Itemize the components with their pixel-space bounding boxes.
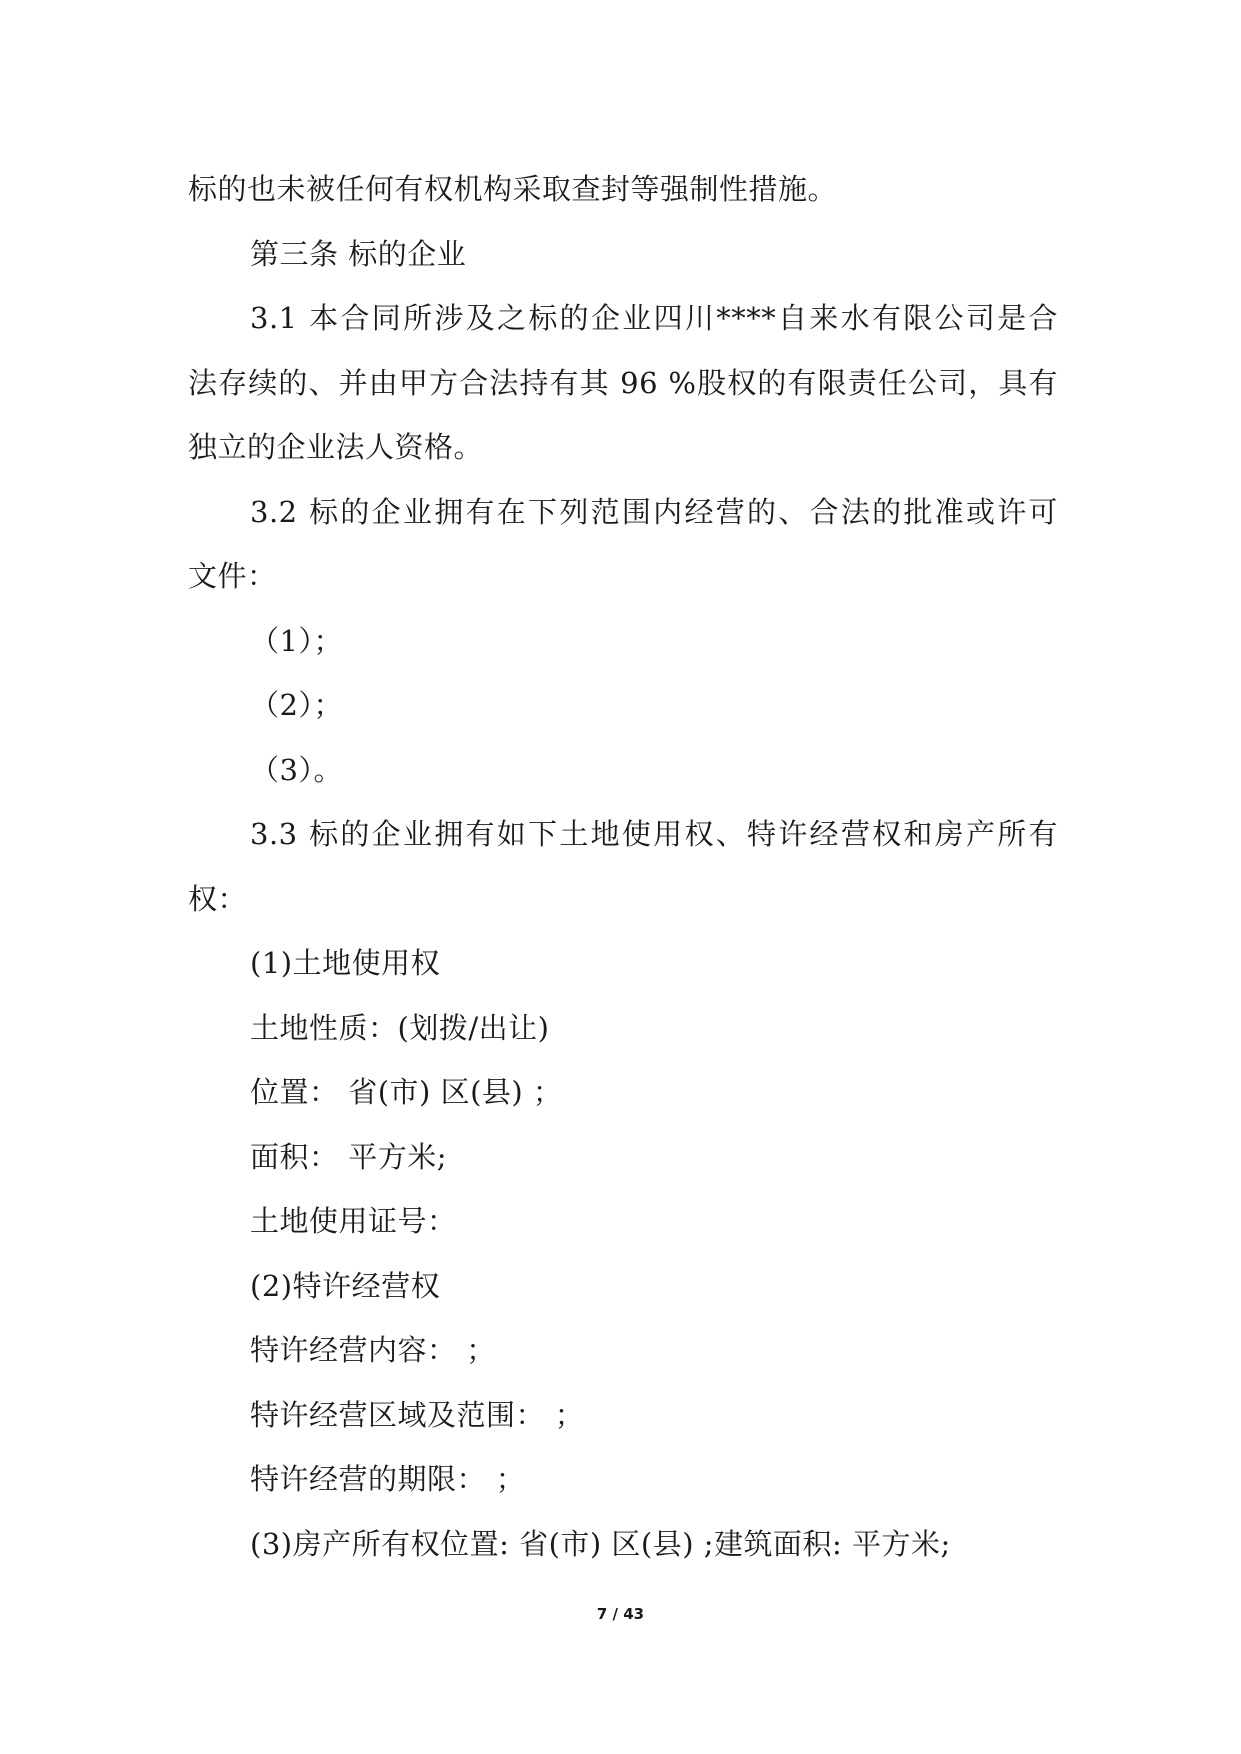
text-line: 3.1 本合同所涉及之标的企业四川****自来水有限公司是合 — [250, 301, 1058, 335]
list-item: （2）； — [250, 688, 343, 722]
field-line: 特许经营的期限： ； — [250, 1462, 526, 1496]
list-item: （1）； — [250, 623, 343, 658]
subsection-heading: (1)土地使用权 — [250, 946, 441, 980]
text-line: 标的也未被任何有权机构采取查封等强制性措施。 — [188, 172, 838, 206]
field-line: 位置： 省(市) 区(县) ； — [250, 1075, 563, 1109]
field-line: 面积： 平方米; — [250, 1139, 447, 1174]
field-line: (3)房产所有权位置: 省(市) 区(县) ;建筑面积: 平方米; — [250, 1526, 951, 1561]
field-line: 特许经营区域及范围： ； — [250, 1397, 585, 1432]
body-text — [188, 157, 1058, 1576]
field-line: 特许经营内容： ； — [250, 1333, 496, 1367]
text-line: 法存续的、并由甲方合法持有其 96 %股权的有限责任公司，具有 — [188, 365, 1058, 400]
page-number: 7 / 43 — [596, 1605, 645, 1623]
field-line: 土地性质：(划拨/出让) — [250, 1010, 550, 1045]
text-line: 文件： — [188, 559, 277, 593]
text-line: 3.3 标的企业拥有如下土地使用权、特许经营权和房产所有 — [250, 817, 1058, 851]
text-line: 权： — [188, 881, 248, 916]
field-line: 土地使用证号： — [250, 1204, 457, 1238]
list-item: （3）。 — [250, 752, 343, 787]
section-heading: 第三条 标的企业 — [250, 236, 467, 271]
text-line: 3.2 标的企业拥有在下列范围内经营的、合法的批准或许可 — [250, 494, 1058, 529]
subsection-heading: (2)特许经营权 — [250, 1268, 441, 1303]
text-line: 独立的企业法人资格。 — [188, 430, 484, 464]
